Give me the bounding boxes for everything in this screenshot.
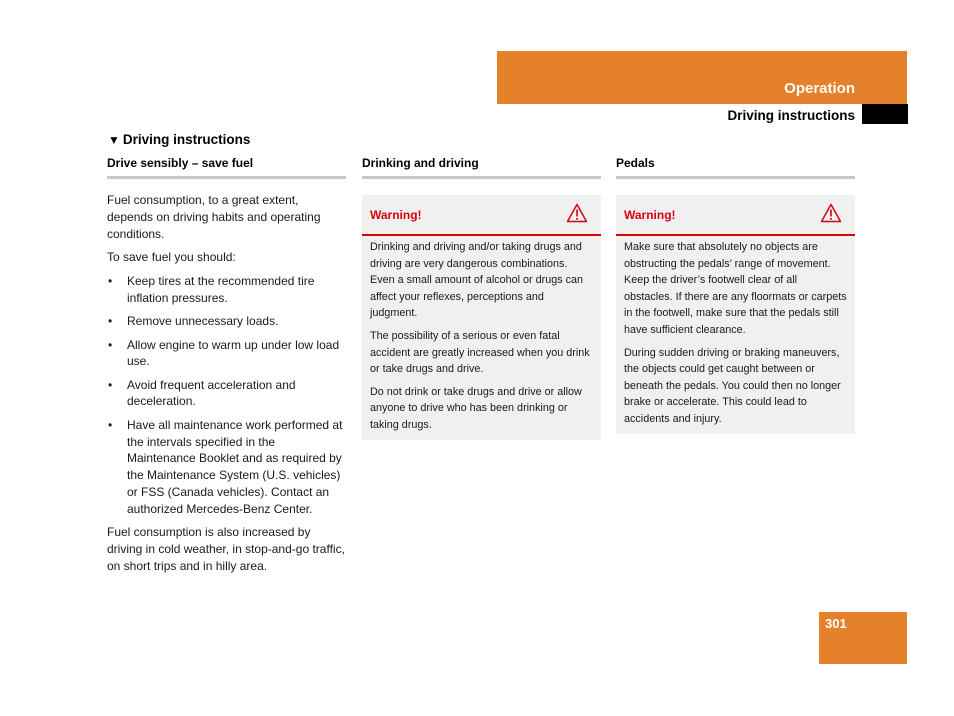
warning-label: Warning! [624, 208, 676, 222]
chapter-title: Operation [784, 80, 855, 97]
fuel-body [107, 192, 346, 574]
chapter-tab-marker [862, 104, 908, 124]
warning-triangle-icon [820, 203, 842, 223]
warning-paragraph: Make sure that absolutely no objects are obstructing the pedals’ range of movement. Keep the driver’s footwell clear of all obstacles. If there are any floormats or carpets in the footwell, make sure that the pedals still have sufficient clearance. [624, 241, 847, 336]
section-subtitle: Driving instructions [727, 108, 855, 123]
page-number-box [819, 612, 907, 664]
warning-paragraph: Drinking and driving and/or taking drugs and driving are very dangerous combinations. Even a small amount of alcohol or drugs can affect your reflexes, perceptions and judgment. [370, 241, 584, 320]
drinking-column [362, 156, 601, 440]
warning-header [616, 195, 855, 236]
fuel-tips-list [107, 273, 346, 517]
pedals-warning-box [616, 195, 855, 434]
fuel-intro: Fuel consumption, to a great extent, depends on driving habits and operating conditions. [107, 193, 321, 241]
bullet-icon: • [108, 314, 113, 329]
section-heading-text: Driving instructions [122, 132, 251, 147]
fuel-closing: Fuel consumption is also increased by driving in cold weather, in stop-and-go traffic, on short trips and in hilly area. [107, 525, 345, 573]
section-heading [108, 132, 250, 147]
bullet-icon: • [108, 417, 113, 432]
bullet-icon: • [108, 377, 113, 392]
pedals-column [616, 156, 855, 434]
bullet-icon: • [108, 337, 113, 352]
warning-triangle-icon [566, 203, 588, 223]
list-item: • Avoid frequent acceleration and deceleration. [108, 377, 296, 409]
bullet-icon: • [108, 274, 113, 289]
fuel-heading: Drive sensibly – save fuel [107, 156, 346, 179]
list-item: • Keep tires at the recommended tire inflation pressures. [108, 274, 315, 305]
fuel-lead: To save fuel you should: [107, 250, 236, 265]
drinking-warning-box [362, 195, 601, 440]
pedals-heading: Pedals [616, 156, 855, 179]
warning-paragraph: Do not drink or take drugs and drive or allow anyone to drive who has been drinking or taking drugs. [370, 385, 582, 431]
warning-paragraph: The possibility of a serious or even fatal accident are greatly increased when you drink or take drugs and drive. [370, 329, 590, 376]
warning-label: Warning! [370, 208, 422, 222]
list-item: • Allow engine to warm up under low load use. [108, 337, 340, 369]
drinking-heading: Drinking and driving [362, 156, 601, 179]
chapter-header-bar [497, 51, 907, 104]
list-item: • Remove unnecessary loads. [108, 314, 279, 329]
triangle-down-icon: ▼ [108, 133, 120, 147]
list-item: • Have all maintenance work performed at the intervals specified in the Maintenance Booklet and as required by the Maintenance System (U.S. vehicles) or FSS (Canada vehicles). Contact an authorized Mercedes-Benz Center. [108, 417, 343, 516]
warning-paragraph: During sudden driving or braking maneuvers, the objects could get caught between or beneath the pedals. You could then no longer brake or accelerate. This could lead to accidents and injury. [624, 346, 841, 425]
fuel-column [107, 156, 346, 574]
warning-body [616, 236, 855, 428]
warning-body [362, 236, 601, 434]
warning-header [362, 195, 601, 236]
page-number: 301 [825, 616, 847, 631]
